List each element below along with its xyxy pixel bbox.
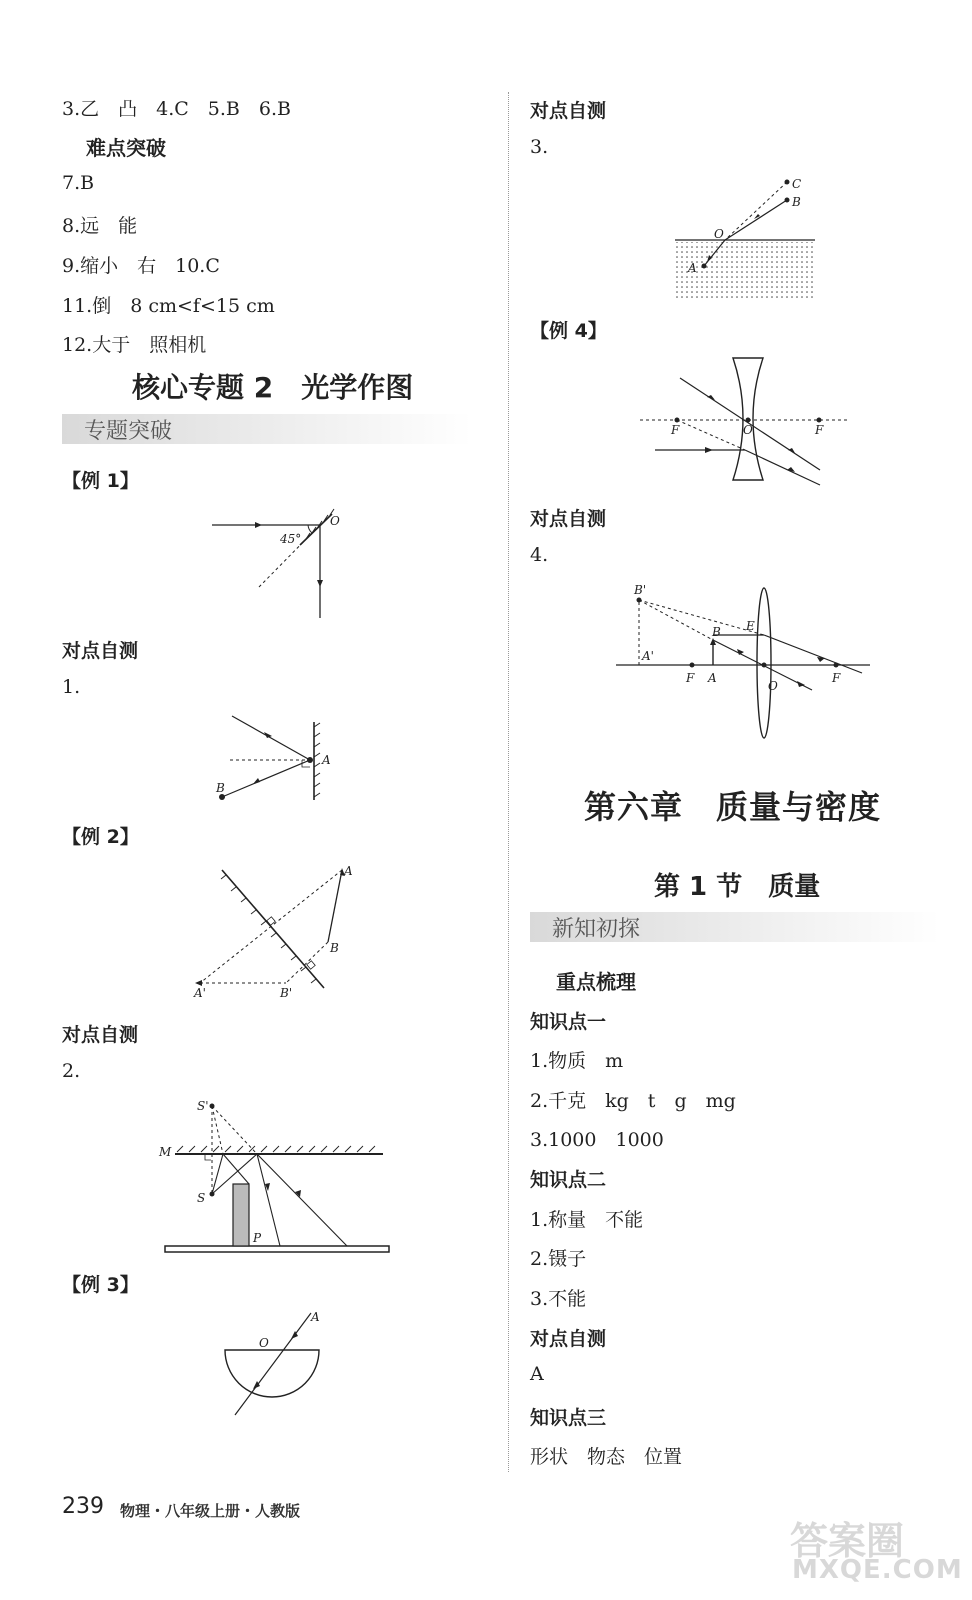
figure-example-2 bbox=[190, 860, 360, 1005]
kp2-line-1: 1.称量 不能 bbox=[530, 1209, 644, 1231]
label-F-right: F bbox=[815, 423, 824, 437]
page-number: 239 bbox=[62, 1494, 104, 1519]
watermark-url: MXQE.COM bbox=[792, 1555, 963, 1585]
label-F-left: F bbox=[671, 423, 680, 437]
question-3-number: 3. bbox=[530, 136, 549, 158]
topic-title: 核心专题 2 光学作图 bbox=[132, 371, 414, 404]
heading-nandian: 难点突破 bbox=[86, 136, 166, 160]
question-4-number: 4. bbox=[530, 544, 549, 566]
label-S: S bbox=[197, 1191, 206, 1205]
figure-self-test-3 bbox=[670, 170, 820, 300]
self-test-label-1: 对点自测 bbox=[62, 640, 139, 662]
label-C: C bbox=[792, 177, 802, 191]
figure-example-3 bbox=[215, 1305, 335, 1420]
label-B-prime: B' bbox=[634, 583, 647, 597]
self-test-label-3: 对点自测 bbox=[530, 100, 607, 122]
section-title: 第 1 节 质量 bbox=[654, 872, 821, 902]
label-E: E bbox=[746, 619, 755, 633]
kp2-line-2: 2.镊子 bbox=[530, 1248, 587, 1270]
label-O: O bbox=[768, 679, 778, 693]
label-O: O bbox=[743, 423, 753, 437]
self-test-label-5: 对点自测 bbox=[530, 1328, 607, 1350]
figure-self-test-1 bbox=[210, 712, 350, 807]
book-info: 物理・八年级上册・人教版 bbox=[120, 1502, 301, 1520]
label-F-right: F bbox=[832, 671, 841, 685]
section-band-xinzhi bbox=[530, 912, 940, 942]
label-O: O bbox=[330, 514, 340, 528]
label-A: A bbox=[311, 1310, 320, 1324]
answer-line-3-6: 3.乙 凸 4.C 5.B 6.B bbox=[62, 98, 291, 120]
question-1-number: 1. bbox=[62, 676, 81, 698]
label-A-prime: A' bbox=[642, 649, 654, 663]
column-divider bbox=[508, 92, 509, 1472]
kp1-line-2: 2.千克 kg t g mg bbox=[530, 1090, 736, 1112]
kp1-line-3: 3.1000 1000 bbox=[530, 1129, 664, 1151]
kp2-line-3: 3.不能 bbox=[530, 1288, 587, 1310]
section-band-zhuanti bbox=[62, 414, 472, 444]
label-A: A bbox=[322, 753, 331, 767]
heading-zhongdian: 重点梳理 bbox=[556, 970, 636, 994]
section-band-label: 新知初探 bbox=[552, 917, 641, 942]
label-O: O bbox=[714, 227, 724, 241]
label-A: A bbox=[688, 261, 697, 275]
answer-line-9-10: 9.缩小 右 10.C bbox=[62, 255, 220, 277]
label-A: A bbox=[708, 671, 717, 685]
knowledge-point-3: 知识点三 bbox=[530, 1407, 607, 1429]
label-B: B bbox=[330, 941, 339, 955]
example-4-label: 【例 4】 bbox=[530, 320, 607, 342]
answer-line-11: 11.倒 8 cm<f<15 cm bbox=[62, 295, 275, 317]
example-3-label: 【例 3】 bbox=[62, 1274, 139, 1296]
figure-self-test-2 bbox=[155, 1094, 395, 1259]
self-test-label-2: 对点自测 bbox=[62, 1024, 139, 1046]
question-2-number: 2. bbox=[62, 1060, 81, 1082]
label-B-prime: B' bbox=[280, 986, 293, 1000]
label-F-left: F bbox=[686, 671, 695, 685]
label-A: A bbox=[344, 864, 353, 878]
answer-line-8: 8.远 能 bbox=[62, 215, 138, 237]
example-1-label: 【例 1】 bbox=[62, 470, 139, 492]
figure-self-test-4 bbox=[612, 578, 874, 738]
section-band-label: 专题突破 bbox=[84, 419, 173, 444]
label-P: P bbox=[253, 1231, 262, 1245]
example-2-label: 【例 2】 bbox=[62, 826, 139, 848]
chapter-title: 第六章 质量与密度 bbox=[584, 788, 882, 826]
label-A-prime: A' bbox=[194, 986, 206, 1000]
label-B: B bbox=[792, 195, 801, 209]
label-B: B bbox=[216, 781, 225, 795]
knowledge-point-1: 知识点一 bbox=[530, 1011, 607, 1033]
kp1-line-1: 1.物质 m bbox=[530, 1050, 624, 1072]
label-O: O bbox=[259, 1336, 269, 1350]
figure-example-1 bbox=[200, 500, 360, 625]
answer-line-7: 7.B bbox=[62, 172, 95, 194]
kp3-line-1: 形状 物态 位置 bbox=[530, 1446, 683, 1468]
watermark-logo: 答案圈 bbox=[790, 1519, 905, 1563]
label-45deg: 45° bbox=[280, 532, 302, 546]
figure-example-4 bbox=[635, 350, 855, 490]
self-test-label-4: 对点自测 bbox=[530, 508, 607, 530]
knowledge-point-2: 知识点二 bbox=[530, 1169, 607, 1191]
label-S-prime: S' bbox=[197, 1099, 209, 1113]
label-M: M bbox=[159, 1145, 172, 1159]
answer-line-12: 12.大于 照相机 bbox=[62, 334, 207, 356]
answer-a: A bbox=[530, 1363, 544, 1385]
label-B: B bbox=[712, 625, 721, 639]
